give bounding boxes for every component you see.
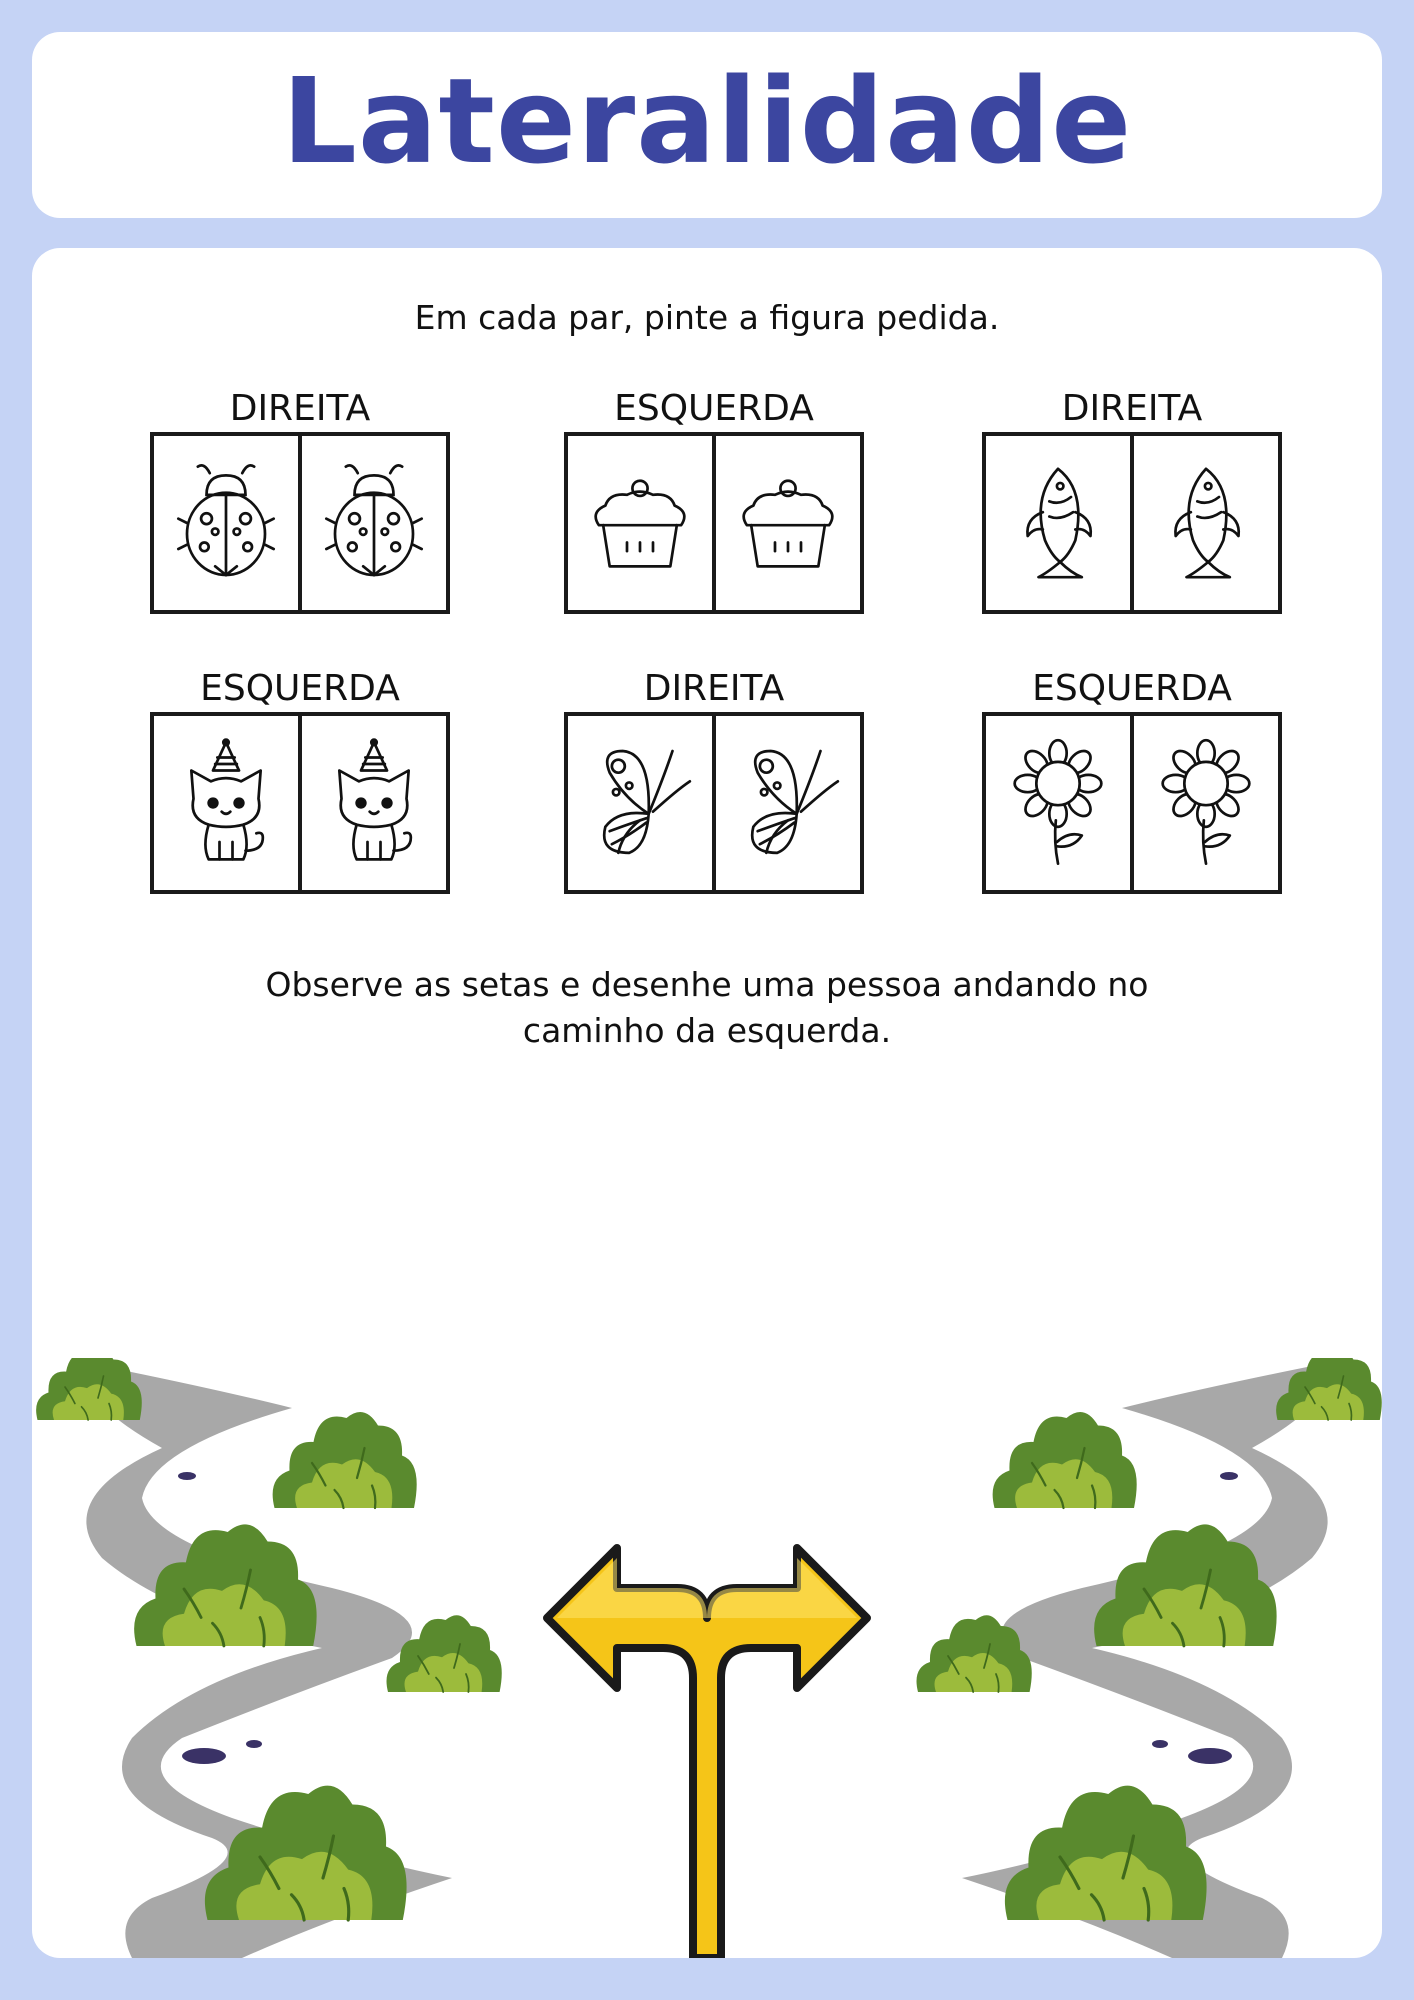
pair-label: ESQUERDA [1032,668,1232,709]
figure-left[interactable] [568,436,712,610]
fish-icon [1003,458,1113,588]
pair-4 [150,668,450,898]
pair-label: DIREITA [643,668,785,709]
butterfly-icon [585,738,695,868]
cupcake-icon [733,458,843,588]
figure-right[interactable] [298,716,446,890]
figure-right[interactable] [712,436,860,610]
figure-left[interactable] [986,436,1130,610]
pair-box [150,432,450,614]
figure-right[interactable] [298,436,446,610]
pair-label: DIREITA [1061,388,1203,429]
figure-left[interactable] [154,716,298,890]
pair-label: ESQUERDA [200,668,400,709]
ladybug-icon [319,458,429,588]
page-title: Lateralidade [281,52,1133,190]
worksheet-card [32,248,1382,1958]
pair-label: ESQUERDA [614,388,814,429]
pair-box [564,712,864,894]
split-arrow-icon [547,1548,867,1958]
kitten-icon [319,738,429,868]
instruction-line-2: caminho da esquerda. [522,1011,892,1050]
pair-2 [564,388,864,618]
kitten-icon [171,738,281,868]
figure-right[interactable] [1130,436,1278,610]
pair-box [982,432,1282,614]
pair-6 [982,668,1282,898]
butterfly-icon [733,738,843,868]
instruction-pairs: Em cada par, pinte a figura pedida. [414,298,1000,337]
cupcake-icon [585,458,695,588]
sunflower-icon [1151,738,1261,868]
pair-3 [982,388,1282,618]
figure-left[interactable] [568,716,712,890]
figure-left[interactable] [154,436,298,610]
sunflower-icon [1003,738,1113,868]
pair-1 [150,388,450,618]
pair-box [982,712,1282,894]
pair-box [150,712,450,894]
pair-5 [564,668,864,898]
fish-icon [1151,458,1261,588]
bush-icon [36,1358,142,1420]
figure-right[interactable] [712,716,860,890]
pair-label: DIREITA [229,388,371,429]
road-scene [32,1358,1382,1958]
figure-right[interactable] [1130,716,1278,890]
pair-box [564,432,864,614]
instruction-line-1: Observe as setas e desenhe uma pessoa andando no [265,965,1149,1004]
figure-left[interactable] [986,716,1130,890]
ladybug-icon [171,458,281,588]
title-card [32,32,1382,218]
instruction-drawing [32,962,1382,1054]
